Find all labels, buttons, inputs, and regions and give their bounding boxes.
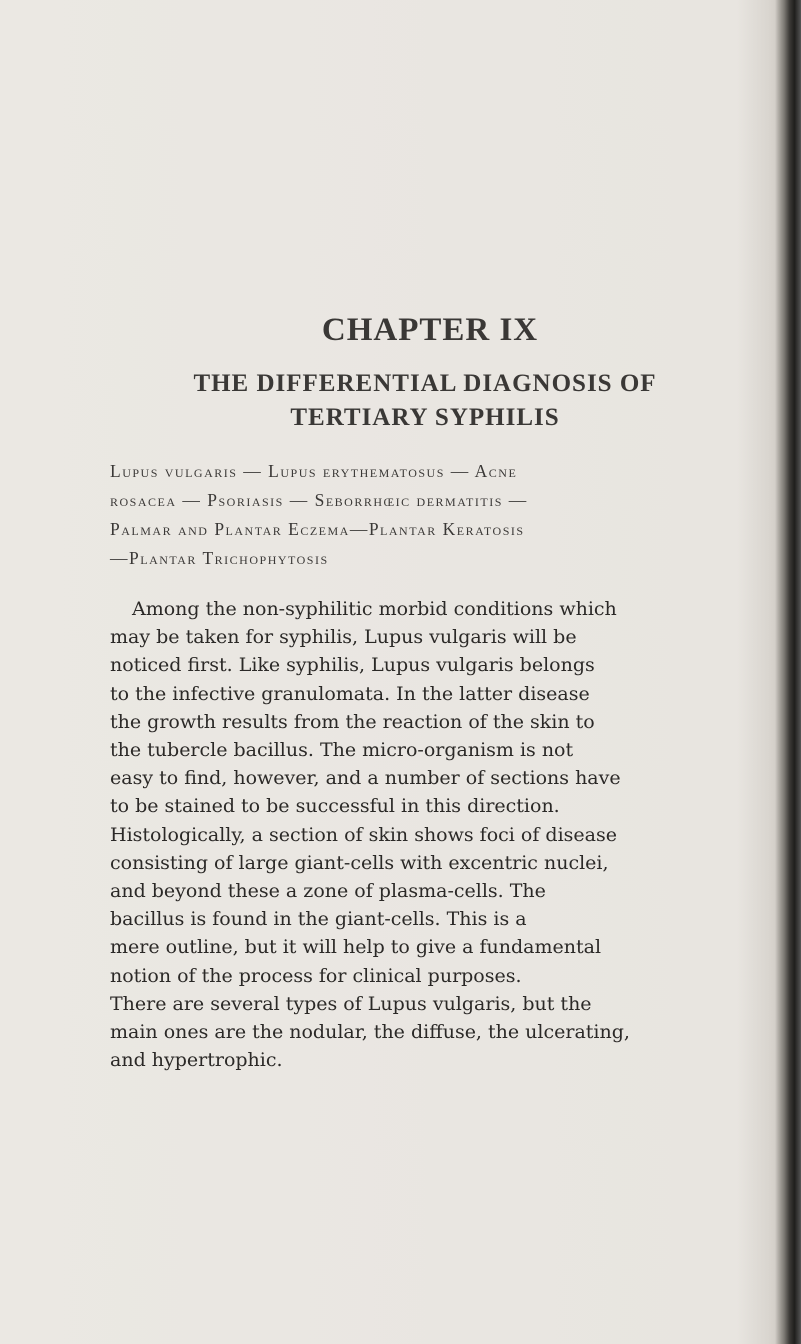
summary-line: —Plantar Trichophytosis xyxy=(110,548,329,568)
summary-line: Palmar and Plantar Eczema—Plantar Keratosis xyxy=(110,519,525,539)
summary-line: rosacea — Psoriasis — Seborrhœic dermatitis — xyxy=(110,490,528,510)
paragraph-line: the growth results from the reaction of the skin to xyxy=(110,710,595,733)
paragraph-line: There are several types of Lupus vulgaris, but the xyxy=(110,992,592,1015)
paragraph-line: mere outline, but it will help to give a fundamental xyxy=(110,936,602,959)
body-paragraph xyxy=(110,595,750,1074)
chapter-title-line: TERTIARY SYPHILIS xyxy=(290,404,560,431)
paragraph-line: may be taken for syphilis, Lupus vulgaris will be xyxy=(110,626,577,649)
paragraph-line: notion of the process for clinical purposes. xyxy=(110,964,522,987)
chapter-summary xyxy=(110,457,750,573)
summary-line: Lupus vulgaris — Lupus erythematosus — Acne xyxy=(110,461,518,481)
chapter-heading: CHAPTER IX xyxy=(321,312,539,348)
paragraph-line: noticed first. Like syphilis, Lupus vulgaris belongs xyxy=(110,654,595,677)
paragraph-line: and hypertrophic. xyxy=(110,1049,283,1072)
page-gutter-shadow xyxy=(775,0,801,1344)
paragraph-line: easy to find, however, and a number of sections have xyxy=(110,767,621,790)
paragraph-line: main ones are the nodular, the diffuse, the ulcerating, xyxy=(110,1021,630,1044)
chapter-title xyxy=(100,367,750,435)
paragraph-line: and beyond these a zone of plasma-cells. The xyxy=(110,880,546,903)
paragraph-line: consisting of large giant-cells with excentric nuclei, xyxy=(110,851,609,874)
chapter-title-line: THE DIFFERENTIAL DIAGNOSIS OF xyxy=(193,370,657,397)
paragraph-line: to the infective granulomata. In the latter disease xyxy=(110,682,590,705)
paragraph-line: the tubercle bacillus. The micro-organism is not xyxy=(110,739,574,762)
paragraph-line: to be stained to be successful in this direction. xyxy=(110,795,560,818)
paragraph-line: bacillus is found in the giant-cells. This is a xyxy=(110,908,527,931)
paragraph-line: Among the non-syphilitic morbid conditions which xyxy=(132,598,617,620)
paragraph-line: Histologically, a section of skin shows foci of disease xyxy=(110,823,617,846)
page-content xyxy=(110,300,750,1074)
